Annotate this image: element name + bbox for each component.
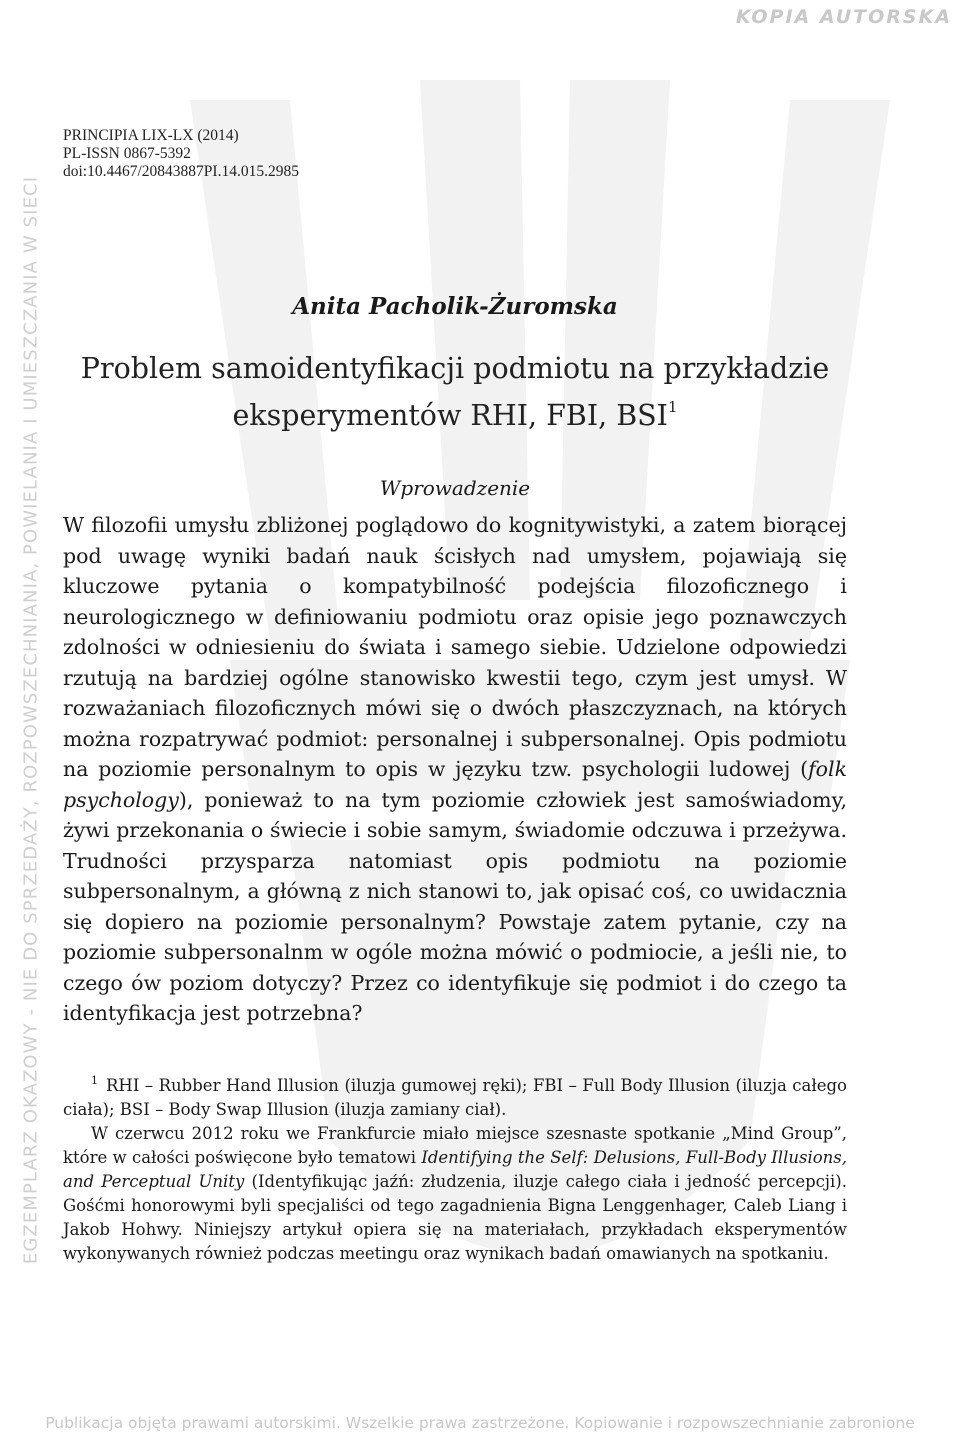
article-title — [63, 350, 847, 435]
title-line-1: Problem samoidentyfikacji podmiotu na przykładzie — [80, 352, 830, 385]
footnote-mark: 1 — [91, 1073, 98, 1087]
footnote-paragraph-2 — [63, 1122, 847, 1266]
footnote-paragraph-1 — [63, 1069, 847, 1122]
watermark-bottom: Publikacja objęta prawami autorskimi. Wszelkie prawa zastrzeżone. Kopiowanie i rozpowszechnianie zabronione — [45, 1414, 915, 1432]
journal-line: PRINCIPIA LIX-LX (2014) — [63, 127, 239, 144]
footnote-text-2-italic: Identifying the Self: Delusions, Full-Body Illusions, and Perceptual Unity — [63, 1147, 847, 1191]
title-footnote-mark[interactable]: 1 — [667, 398, 678, 416]
body-text-italic: folk psychology — [63, 757, 847, 812]
title-line-2: eksperymentów RHI, FBI, BSI — [232, 399, 668, 432]
author-name: Anita Pacholik-Żuromska — [292, 293, 618, 320]
body-text-part-2: ), ponieważ to na tym poziomie człowiek jest samoświadomy, żywi przekonania o świecie i sobie samym, świadomie odczuwa i przeżywa. Trudności przysparza natomiast opis podmiotu na poziomie subpersonalnym, a główną z nich stanowi to, jak opisać coś, co uwidacznia się dopiero na poziomie personalnym? Powstaje zatem pytanie, czy na poziomie subpersonalnm w ogóle można mówić o podmiocie, a jeśli nie, to czego ów poziom dotyczy? Przez co identyfikuje się podmiot i do czego ta identyfikacja jest potrzebna? — [63, 787, 847, 1025]
footnote — [63, 1069, 847, 1266]
watermark-side: EGZEMPLARZ OKAZOWY - NIE DO SPRZEDAŻY, ROZPOWSZECHNIANIA, POWIELANIA I UMIESZCZANIA W SIECI — [20, 175, 42, 1265]
footnote-text-2b: (Identyfikując jaźń: złudzenia, iluzje całego ciała i jedność percepcji). Gośćmi honorowymi byli specjaliści od tego zagadnienia Bigna Lenggenhager, Caleb Liang i Jakob Hohwy. Niniejszy artykuł opiera się na materiałach, przykładach eksperymentów wykonywanych również podczas meetingu oraz wynikach badań omawianych na spotkaniu. — [63, 1171, 847, 1263]
doi-line: doi:10.4467/20843887PI.14.015.2985 — [63, 163, 299, 180]
section-heading: Wprowadzenie — [379, 476, 531, 500]
footnote-text-1: RHI – Rubber Hand Illusion (iluzja gumowej ręki); FBI – Full Body Illusion (iluzja całego ciała); BSI – Body Swap Illusion (iluzja zamiany ciał). — [63, 1075, 847, 1119]
footnote-text-2a: W czerwcu 2012 roku we Frankfurcie miało miejsce szesnaste spotkanie „Mind Group”, które w całości poświęcone było tematowi — [63, 1123, 847, 1167]
publication-meta — [63, 127, 847, 181]
article-content — [63, 127, 847, 1266]
body-paragraph — [63, 510, 847, 1029]
body-text-part-1: W filozofii umysłu zbliżonej poglądowo do kognitywistyki, a zatem biorącej pod uwagę wyniki badań nauk ścisłych nad umysłem, pojawiają się kluczowe pytania o kompatybilność podejścia filozoficznego i neurologicznego w definiowaniu podmiotu oraz opisie jego poznawczych zdolności w odniesieniu do świata i samego siebie. Udzielone odpowiedzi rzutują na bardziej ogólne stanowisko kwestii tego, czym jest umysł. W rozważaniach filozoficznych mówi się o dwóch płaszczyznach, na których można rozpatrywać podmiot: personalnej i subpersonalnej. Opis podmiotu na poziomie personalnym to opis w języku tzw. psychologii ludowej ( — [63, 513, 847, 781]
issn-line: PL-ISSN 0867-5392 — [63, 145, 191, 162]
watermark-top: KOPIA AUTORSKA — [735, 6, 952, 28]
